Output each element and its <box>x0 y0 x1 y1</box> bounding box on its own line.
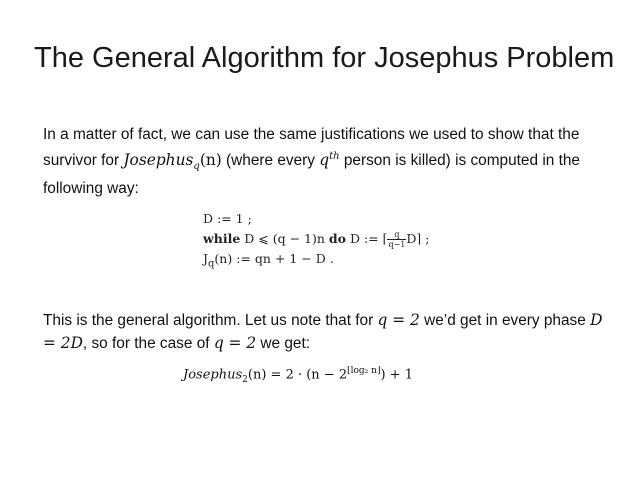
algorithm-block <box>203 209 430 275</box>
algorithm-line-1: D := 1 ; <box>203 211 252 226</box>
math-q-equals-2: q = 2 <box>377 311 420 329</box>
slide-title: The General Algorithm for Josephus Problem <box>34 42 615 74</box>
conclusion-text-b: we’d get in every phase <box>419 312 591 329</box>
intro-text-c: person is killed) is computed in the following way: <box>43 152 580 198</box>
conclusion-text-d: we get: <box>256 335 311 352</box>
math-d-equals-2d: D = 2D <box>43 311 603 352</box>
conclusion-text-c: , so for the case of <box>82 335 214 352</box>
algorithm-line-3: $J_q(n)$ := qn + 1 − D . <box>203 251 334 270</box>
josephus-2-formula: Josephus$_2$(n) = $2 \cdot (n - 2^{⌊log_2 n⌋}) + 1$ <box>183 366 413 385</box>
conclusion-text-a: This is the general algorithm. Let us note that for <box>43 312 378 329</box>
intro-text-b: (where every <box>221 152 320 170</box>
intro-text-a: In a matter of fact, we can use the same justifications we used to show that the survivor for <box>43 126 580 170</box>
algorithm-line-2: while D ⩽ (q − 1)n do D := ⌈ $\frac{q}{q-1}$ D⌉ ; <box>203 230 430 249</box>
josephus-q-function: Josephus$_q$(n) <box>123 151 222 173</box>
conclusion-paragraph <box>43 309 613 355</box>
intro-paragraph <box>43 124 613 200</box>
math-q-equals-2-again: q = 2 <box>213 334 257 352</box>
q-th-term: $q^{th}$ <box>319 151 340 170</box>
fraction-q-over-q-minus-1: $\frac{q}{q-1}$ <box>388 230 406 249</box>
